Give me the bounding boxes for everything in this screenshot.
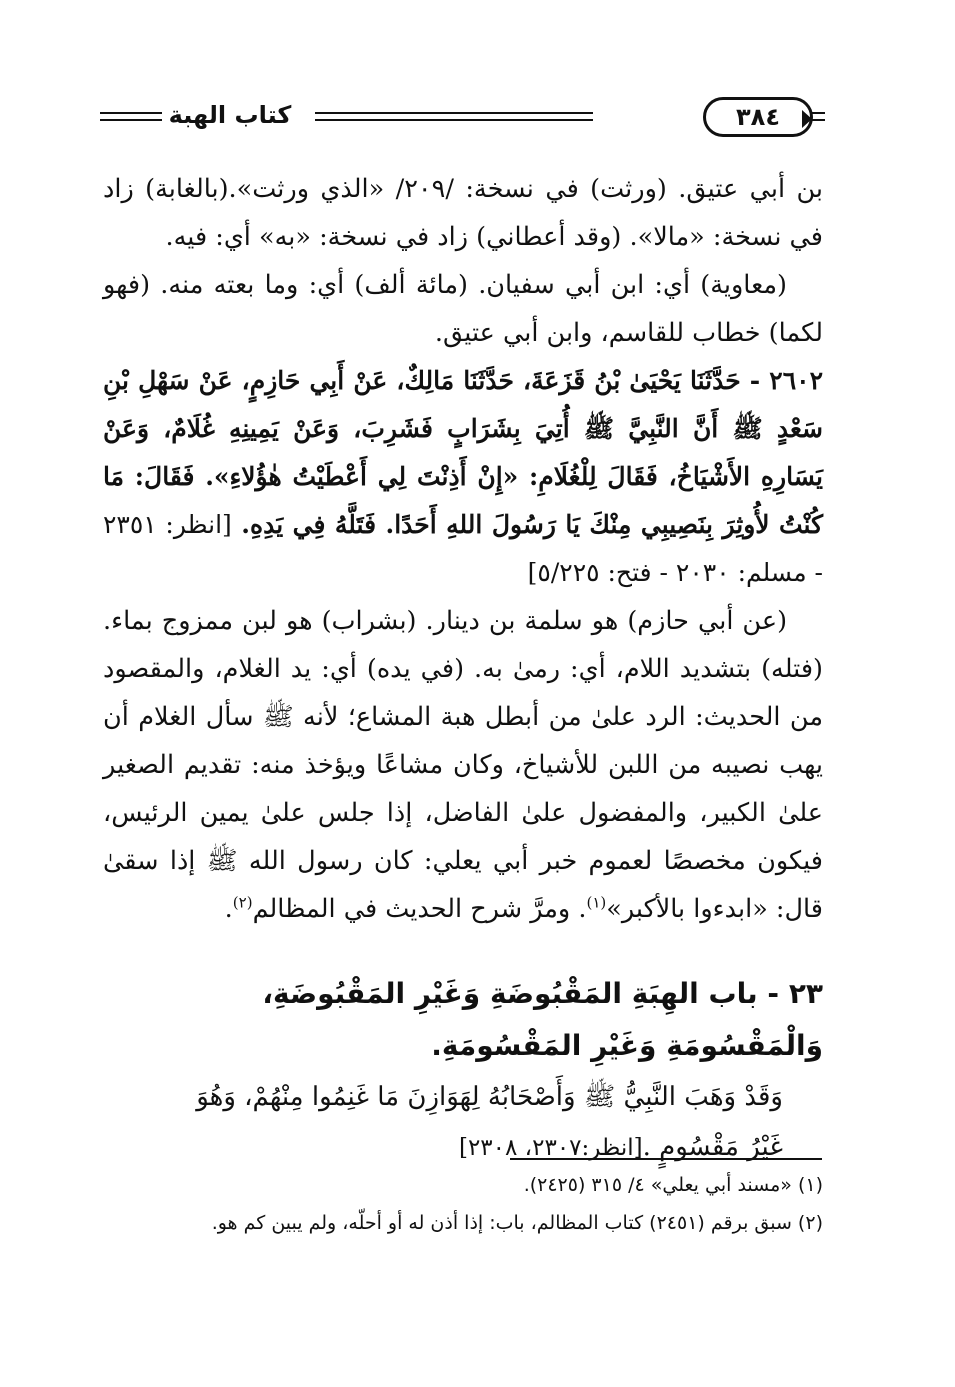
- text-line: . ومرَّ شرح الحديث في: [343, 894, 587, 924]
- footnotes: [103, 1166, 823, 1242]
- chapter-section: [103, 968, 823, 1173]
- footnote-marker-1: (١): [586, 893, 607, 912]
- text-line: الغلام أن يهب نصيبه من اللبن للأشياخ، وكان مشاعًا ويؤخذ منه:: [103, 702, 824, 780]
- text-line: في نسخة: «مالا». (وقد أعطاني) زاد في نسخة: «به» أي: فيه.: [165, 222, 823, 252]
- main-text: [103, 165, 823, 933]
- header-rule-left: [100, 112, 162, 121]
- page-number-badge: [703, 97, 813, 137]
- hadith-line: فَقَالَ لِلْغُلَامِ: «إِنْ أَذِنْتَ لِي أَعْطَيْتُ هٰؤُلاءِ». فَقَالَ: مَا كُنْتُ لأُوثِرَ بِنَصِيبِي مِنْكَ: [103, 462, 823, 539]
- text-line: (عن أبي حازم) هو سلمة بن دينار. (بشراب) هو لبن ممزوج: [161, 606, 788, 636]
- footnote-marker-2: (٢): [232, 893, 253, 912]
- text-line: ﷺ إذا سقىٰ قال: «ابدءوا بالأكبر»: [103, 846, 823, 924]
- text-line: المظالم: [252, 894, 336, 924]
- text-line: (معاوية) أي: ابن أبي سفيان. (مائة ألف) أي: وما بعته منه. (فهو: [103, 270, 787, 300]
- commentary-paragraph-2: [103, 261, 823, 357]
- commentary-paragraph-3: (عن أبي حازم) هو سلمة بن دينار. (بشراب) هو لبن ممزوج بماء.(فتله) بتشديد اللام، أي: رمىٰ به. (في يده) أي: يد الغلام، والمقصود من الحديث: الرد علىٰ من أبطل هبة المشاع؛ لأنه ﷺ سأل الغلام أن يهب نصيبه من اللبن للأشياخ، وكان مشاعًا ويؤخذ منه: تقديم الصغير علىٰ الكبير، والمفضول علىٰ الفاضل، إذا جلس علىٰ يمين الرئيس، فيكون مخصصًا لعموم خبر أبي يعلي: كان رسول الله ﷺ إذا سقىٰ قال: «ابدءوا بالأكبر»$^{(١)}$. ومرَّ شرح الحديث في المظالم$^{(٢)}$.: [103, 606, 824, 924]
- text-line: يمين الرئيس، فيكون مخصصًا لعموم خبر أبي يعلي: كان رسول الله: [103, 798, 823, 876]
- footnote-2: (٢) سبق برقم (٢٤٥١) كتاب المظالم، باب: إذا أذن له أو أحلّه، ولم يبين كم هو.: [211, 1212, 823, 1234]
- text-line: بن أبي عتيق. (ورثت) في نسخة: /٢٠٩/ «الذي ورثت».(بالغابة) زاد: [103, 174, 823, 204]
- text-line: تقديم الصغير علىٰ الكبير، والمفضول علىٰ الفاضل، إذا جلس علىٰ: [103, 750, 823, 828]
- text-line: والمقصود من الحديث: الرد علىٰ من أبطل هبة المشاع؛ لأنه ﷺ سأل: [103, 654, 823, 732]
- running-title: كتاب الهبة: [168, 101, 292, 129]
- footnote-1: (١) «مسند أبي يعلي» ٤/ ٣١٥ (٢٤٢٥).: [523, 1174, 823, 1196]
- text-line: لكما) خطاب للقاسم، وابن أبي عتيق.: [434, 318, 823, 348]
- footnote-separator: [510, 1158, 822, 1160]
- commentary-paragraph-1: [103, 165, 823, 261]
- text-line: بماء.(فتله) بتشديد اللام، أي: رمىٰ به. (في يده) أي: يد الغلام،: [103, 606, 824, 684]
- chapter-body-line: وَقَدْ وَهَبَ النَّبِيُّ ﷺ وَأَصْحَابُهُ لِهَوَازِنَ مَا غَنِمُوا مِنْهُمْ، وَهُوَ: [196, 1082, 783, 1112]
- hadith-line: سَعْدٍ ﷺ أَنَّ النَّبِيَّ ﷺ أُتِيَ بِشَرَابٍ فَشَرِبَ، وَعَنْ يَمِينِهِ غُلَامٌ، وَعَنْ يَسَارِهِ الأَشْيَاخُ،: [103, 414, 823, 491]
- hadith-text: [103, 357, 823, 597]
- page-number: ٣٨٤: [736, 103, 780, 131]
- hadith-line: ٢٦٠٢ - حَدَّثَنَا يَحْيَىٰ بْنُ قَزَعَةَ، حَدَّثَنَا مَالِكٌ، عَنْ أَبِي حَازِمٍ، عَنْ سَهْلِ بْنِ: [103, 366, 823, 395]
- hadith-line: يَا رَسُولَ اللهِ أَحَدًا. فَتَلَّهُ فِي يَدِهِ.: [241, 510, 580, 539]
- chapter-reference: [انظر:٢٣٠٧، ٢٣٠٨]: [458, 1135, 643, 1161]
- hadith-reference: [انظر: ٢٣٥١ - مسلم: ٢٠٣٠ - فتح: ٥/٢٢٥]: [103, 510, 823, 587]
- chapter-body-line: غَيْرُ مَقْسُومٍ .: [642, 1132, 783, 1162]
- header-rule-middle: [315, 112, 593, 121]
- chapter-title: ٢٣ - باب الهِبَةِ المَقْبُوضَةِ وَغَيْرِ المَقْبُوضَةِ، وَالْمَقْسُومَةِ وَغَيْرِ المَقْسُومَةِ.: [262, 977, 823, 1062]
- running-header: [100, 92, 825, 142]
